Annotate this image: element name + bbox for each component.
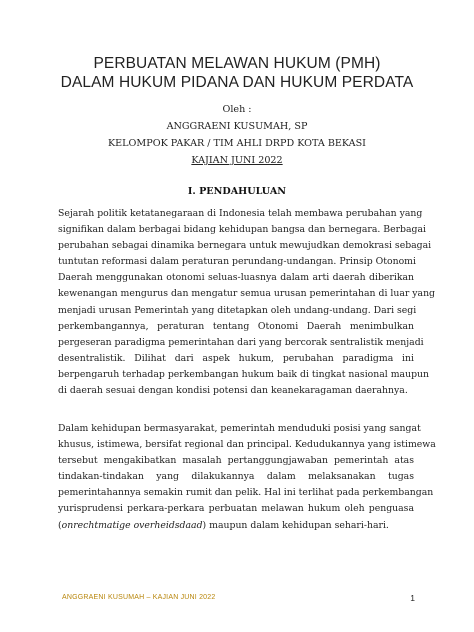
- paragraph-line: signifikan dalam berbagai bidang kehidupan bangsa dan bernegara. Berbagai: [58, 224, 427, 236]
- close-paren: ): [202, 519, 207, 531]
- section-heading: I. PENDAHULUAN: [187, 186, 287, 197]
- paragraph-line: khusus, istimewa, bersifat regional dan principal. Kedudukannya yang istimewa: [58, 439, 436, 451]
- author-name: ANGGRAENI KUSUMAH, SP: [166, 121, 308, 132]
- paragraph-line: pemerintahannya semakin rumit dan pelik. Hal ini terlihat pada perkembangan: [58, 487, 434, 499]
- paragraph-line: kewenangan mengurus dan mengatur semua urusan pemerintahan di luar yang: [58, 288, 436, 300]
- paragraph-line: tersebut mengakibatkan masalah pertanggungjawaban pemerintah atas: [58, 455, 414, 467]
- by-label: Oleh :: [222, 104, 252, 115]
- paragraph-line: tindakan-tindakan yang dilakukannya dalam melaksanakan tugas: [58, 471, 414, 483]
- paragraph-line: Dalam kehidupan bermasyarakat, pemerintah menduduki posisi yang sangat: [58, 423, 421, 434]
- paragraph-line: Sejarah politik ketatanegaraan di Indonesia telah membawa perubahan yang: [58, 208, 423, 219]
- line-rest: maupun dalam kehidupan sehari-hari.: [206, 519, 389, 531]
- paragraph-line: tuntutan reformasi dalam peraturan perundang-undangan. Prinsip Otonomi: [58, 256, 416, 268]
- paragraph-line: Daerah menggunakan otonomi seluas-luasnya dalam arti daerah diberikan: [58, 272, 414, 284]
- paragraph-line: berpengaruh terhadap perkembangan hukum baik di tingkat nasional maupun: [58, 368, 430, 380]
- paragraph-line: perubahan sebagai dinamika bernegara untuk mewujudkan demokrasi sebagai: [58, 240, 432, 252]
- paragraph-line: menjadi urusan Pemerintah yang ditetapkan oleh undang-undang. Dari segi: [58, 304, 417, 316]
- author-block: [0, 101, 474, 169]
- paragraph-2: [58, 421, 436, 534]
- paragraph-line: desentralistik. Dilihat dari aspek hukum, perubahan paradigma ini: [58, 352, 414, 364]
- title-line-2: DALAM HUKUM PIDANA DAN HUKUM PERDATA: [60, 74, 414, 91]
- open-paren: (: [58, 519, 62, 531]
- paragraph-last-line: [58, 518, 414, 534]
- footer-author: ANGGRAENI KUSUMAH – KAJIAN JUNI 2022: [62, 594, 216, 601]
- title-line-1: PERBUATAN MELAWAN HUKUM (PMH): [93, 55, 381, 72]
- paragraph-line: pergeseran paradigma pemerintahan dari yang bercorak sentralistik menjadi: [58, 336, 424, 348]
- paragraph-line: di daerah sesuai dengan kondisi potensi dan keanekaragaman daerahnya.: [58, 385, 408, 397]
- page-number: 1: [410, 593, 415, 603]
- paragraph-line: perkembangannya, peraturan tentang Otonomi Daerah menimbulkan: [58, 320, 414, 332]
- document-title: [0, 54, 474, 92]
- paragraph-1: [58, 206, 436, 399]
- study-date: KAJIAN JUNI 2022: [191, 155, 283, 166]
- author-group: KELOMPOK PAKAR / TIM AHLI DRPD KOTA BEKASI: [108, 138, 366, 149]
- paragraph-line: yurisprudensi perkara-perkara perbuatan melawan hukum oleh penguasa: [58, 503, 414, 515]
- italic-term: onrechtmatige overheidsdaad: [61, 519, 203, 531]
